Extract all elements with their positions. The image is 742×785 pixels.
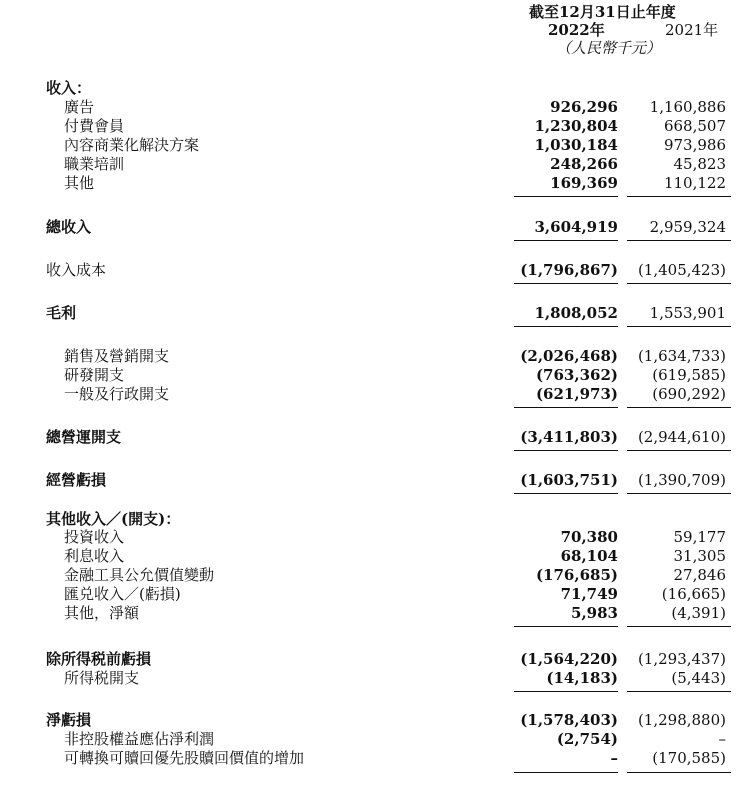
value-2022: (2,026,468) <box>520 347 618 365</box>
row-advertising <box>0 98 742 118</box>
value-2021: (1,634,733) <box>637 347 726 365</box>
subtotal-rule <box>514 240 618 241</box>
value-2021: 1,160,886 <box>649 98 726 116</box>
subtotal-rule <box>514 196 618 197</box>
value-2021: 973,986 <box>663 136 726 154</box>
subtotal-rule <box>627 240 731 241</box>
row-interest-income <box>0 547 742 567</box>
subtotal-rule <box>514 626 618 627</box>
row-net-loss <box>0 711 742 731</box>
subtotal-rule <box>627 196 731 197</box>
row-selling-marketing <box>0 347 742 367</box>
value-2021: (4,391) <box>671 604 726 622</box>
row-preferred-share-accretion <box>0 749 742 769</box>
row-label: 總收入 <box>46 218 92 236</box>
row-label: 匯兑收入／(虧損) <box>64 585 181 603</box>
row-label: 所得税開支 <box>64 669 140 687</box>
value-2021: (619,585) <box>652 366 726 384</box>
value-2022: (2,754) <box>556 730 618 748</box>
row-label: 投資收入 <box>64 528 125 546</box>
period-heading: 截至12月31日止年度 <box>529 3 676 21</box>
row-paid-membership <box>0 117 742 137</box>
value-2021: (2,944,610) <box>637 428 726 446</box>
row-fair-value-change <box>0 566 742 586</box>
row-label: 付費會員 <box>64 117 125 135</box>
value-2021: (1,298,880) <box>637 711 726 729</box>
value-2022: 926,296 <box>550 98 618 116</box>
value-2022: 1,230,804 <box>534 117 618 135</box>
value-2022: (176,685) <box>535 566 618 584</box>
row-label: 非控股權益應佔淨利潤 <box>64 730 215 748</box>
unit-heading: （人民幣千元） <box>556 39 662 57</box>
row-total-opex <box>0 428 742 448</box>
row-label: 經營虧損 <box>46 471 107 489</box>
row-label: 其他 <box>64 174 95 192</box>
row-label: 研發開支 <box>64 366 125 384</box>
row-fx-gain-loss <box>0 585 742 605</box>
subtotal-rule <box>514 691 618 692</box>
value-2022: 70,380 <box>560 528 618 546</box>
subtotal-rule <box>514 493 618 494</box>
row-label: 內容商業化解決方案 <box>64 136 200 154</box>
row-other-revenue <box>0 174 742 194</box>
row-general-admin <box>0 385 742 405</box>
year-2022-heading: 2022年 <box>548 21 605 39</box>
row-income-tax <box>0 669 742 689</box>
value-2022: (3,411,803) <box>520 428 618 446</box>
row-label: 一般及行政開支 <box>64 385 170 403</box>
value-2021: (1,405,423) <box>637 261 726 279</box>
row-label: 毛利 <box>46 304 77 322</box>
row-label: 銷售及營銷開支 <box>64 347 170 365</box>
subtotal-rule <box>627 450 731 451</box>
value-2022: 248,266 <box>550 155 618 173</box>
subtotal-rule <box>627 691 731 692</box>
row-investment-income <box>0 528 742 548</box>
row-label: 除所得税前虧損 <box>46 650 152 668</box>
value-2022: 5,983 <box>571 604 618 622</box>
value-2022: (621,973) <box>535 385 618 403</box>
subtotal-rule <box>627 407 731 408</box>
section-other-income <box>0 510 742 530</box>
row-total-revenue <box>0 218 742 238</box>
value-2021: 59,177 <box>673 528 726 546</box>
value-2022: 1,808,052 <box>534 304 618 322</box>
value-2022: (1,603,751) <box>520 471 618 489</box>
row-label: 金融工具公允價值變動 <box>64 566 215 584</box>
value-2022: – <box>610 749 618 767</box>
subtotal-rule <box>514 283 618 284</box>
subtotal-rule <box>627 626 731 627</box>
year-2021-heading: 2021年 <box>665 21 719 39</box>
value-2022: (14,183) <box>546 669 618 687</box>
value-2021: 668,507 <box>663 117 726 135</box>
row-other-net <box>0 604 742 624</box>
row-vocational-training <box>0 155 742 175</box>
row-label: 職業培訓 <box>64 155 125 173</box>
subtotal-rule <box>514 450 618 451</box>
value-2021: 27,846 <box>673 566 726 584</box>
subtotal-rule <box>627 326 731 327</box>
value-2021: (16,665) <box>661 585 726 603</box>
row-label: 其他收入／(開支)： <box>46 510 181 528</box>
subtotal-rule <box>514 772 618 773</box>
row-content-commerce <box>0 136 742 156</box>
row-operating-loss <box>0 471 742 491</box>
row-label: 總營運開支 <box>46 428 122 446</box>
row-label: 利息收入 <box>64 547 125 565</box>
subtotal-rule <box>514 407 618 408</box>
row-gross-profit <box>0 304 742 324</box>
value-2021: (170,585) <box>652 749 726 767</box>
value-2021: 2,959,324 <box>649 218 726 236</box>
row-label: 其他，淨額 <box>64 604 140 622</box>
row-non-controlling-interest <box>0 730 742 750</box>
value-2021: 31,305 <box>673 547 726 565</box>
value-2022: 71,749 <box>560 585 618 603</box>
row-loss-before-tax <box>0 650 742 670</box>
value-2021: (5,443) <box>671 669 726 687</box>
value-2022: 68,104 <box>560 547 618 565</box>
value-2022: 3,604,919 <box>534 218 618 236</box>
section-revenue <box>0 79 742 99</box>
row-label: 淨虧損 <box>46 711 92 729</box>
row-label: 可轉換可贖回優先股贖回價值的增加 <box>64 749 305 767</box>
subtotal-rule <box>627 772 731 773</box>
subtotal-rule <box>627 283 731 284</box>
value-2021: 110,122 <box>663 174 726 192</box>
row-label: 收入成本 <box>46 261 107 279</box>
value-2021: (690,292) <box>652 385 726 403</box>
value-2021: 1,553,901 <box>649 304 726 322</box>
row-research-development <box>0 366 742 386</box>
value-2022: (1,796,867) <box>520 261 618 279</box>
row-cost-of-revenue <box>0 261 742 281</box>
row-label: 收入： <box>46 79 92 97</box>
subtotal-rule <box>627 493 731 494</box>
value-2022: (763,362) <box>535 366 618 384</box>
value-2021: 45,823 <box>673 155 726 173</box>
value-2021: (1,293,437) <box>637 650 726 668</box>
value-2022: (1,578,403) <box>520 711 618 729</box>
value-2022: (1,564,220) <box>520 650 618 668</box>
value-2021: (1,390,709) <box>637 471 726 489</box>
subtotal-rule <box>514 326 618 327</box>
value-2022: 169,369 <box>550 174 618 192</box>
value-2022: 1,030,184 <box>534 136 618 154</box>
row-label: 廣告 <box>64 98 95 116</box>
value-2021: – <box>718 730 726 748</box>
